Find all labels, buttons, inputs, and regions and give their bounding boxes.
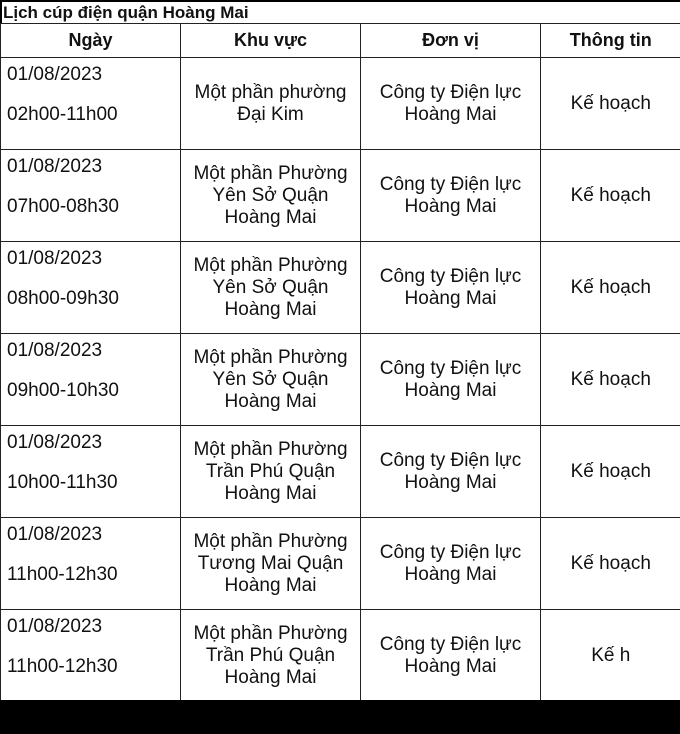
area-cell: Một phần phường Đại Kim	[181, 58, 361, 150]
area-cell: Một phần Phường Trần Phú Quận Hoàng Mai	[181, 426, 361, 518]
table-row	[1, 334, 680, 426]
bottom-black-bar	[0, 700, 680, 734]
info-cell: Kế hoạch	[541, 242, 680, 334]
table-header-row	[1, 24, 680, 58]
date-cell	[1, 426, 181, 518]
area-cell: Một phần Phường Yên Sở Quận Hoàng Mai	[181, 242, 361, 334]
header-unit: Đơn vị	[361, 24, 541, 58]
time-value: 11h00-12h30	[7, 656, 118, 677]
header-area: Khu vực	[181, 24, 361, 58]
time-value: 09h00-10h30	[7, 380, 119, 401]
outage-schedule-table-wrapper	[0, 23, 680, 702]
date-cell	[1, 150, 181, 242]
outage-schedule-table	[0, 23, 680, 702]
unit-cell: Công ty Điện lực Hoàng Mai	[361, 518, 541, 610]
table-row	[1, 58, 680, 150]
date-cell	[1, 334, 181, 426]
unit-cell: Công ty Điện lực Hoàng Mai	[361, 610, 541, 702]
date-cell	[1, 610, 181, 702]
date-value: 01/08/2023	[7, 524, 103, 545]
unit-cell: Công ty Điện lực Hoàng Mai	[361, 58, 541, 150]
time-value: 07h00-08h30	[7, 196, 119, 217]
table-row	[1, 518, 680, 610]
date-cell	[1, 242, 181, 334]
unit-cell: Công ty Điện lực Hoàng Mai	[361, 334, 541, 426]
time-value: 02h00-11h00	[7, 104, 118, 125]
unit-cell: Công ty Điện lực Hoàng Mai	[361, 426, 541, 518]
unit-cell: Công ty Điện lực Hoàng Mai	[361, 242, 541, 334]
area-cell: Một phần Phường Tương Mai Quận Hoàng Mai	[181, 518, 361, 610]
info-cell: Kế hoạch	[541, 150, 680, 242]
page-title: Lịch cúp điện quận Hoàng Mai	[0, 0, 680, 24]
unit-cell: Công ty Điện lực Hoàng Mai	[361, 150, 541, 242]
table-row	[1, 150, 680, 242]
info-cell: Kế hoạch	[541, 334, 680, 426]
date-value: 01/08/2023	[7, 248, 103, 269]
date-value: 01/08/2023	[7, 432, 103, 453]
date-cell	[1, 58, 181, 150]
area-cell: Một phần Phường Yên Sở Quận Hoàng Mai	[181, 150, 361, 242]
date-cell	[1, 518, 181, 610]
header-info: Thông tin	[541, 24, 680, 58]
date-value: 01/08/2023	[7, 340, 103, 361]
date-value: 01/08/2023	[7, 156, 103, 177]
table-row	[1, 426, 680, 518]
time-value: 10h00-11h30	[7, 472, 118, 493]
table-row	[1, 610, 680, 702]
date-value: 01/08/2023	[7, 616, 103, 637]
info-cell: Kế hoạch	[541, 426, 680, 518]
area-cell: Một phần Phường Yên Sở Quận Hoàng Mai	[181, 334, 361, 426]
table-row	[1, 242, 680, 334]
area-cell: Một phần Phường Trần Phú Quận Hoàng Mai	[181, 610, 361, 702]
header-date: Ngày	[1, 24, 181, 58]
info-cell: Kế h	[541, 610, 680, 702]
info-cell: Kế hoạch	[541, 518, 680, 610]
info-cell: Kế hoạch	[541, 58, 680, 150]
date-value: 01/08/2023	[7, 64, 103, 85]
time-value: 11h00-12h30	[7, 564, 118, 585]
time-value: 08h00-09h30	[7, 288, 119, 309]
